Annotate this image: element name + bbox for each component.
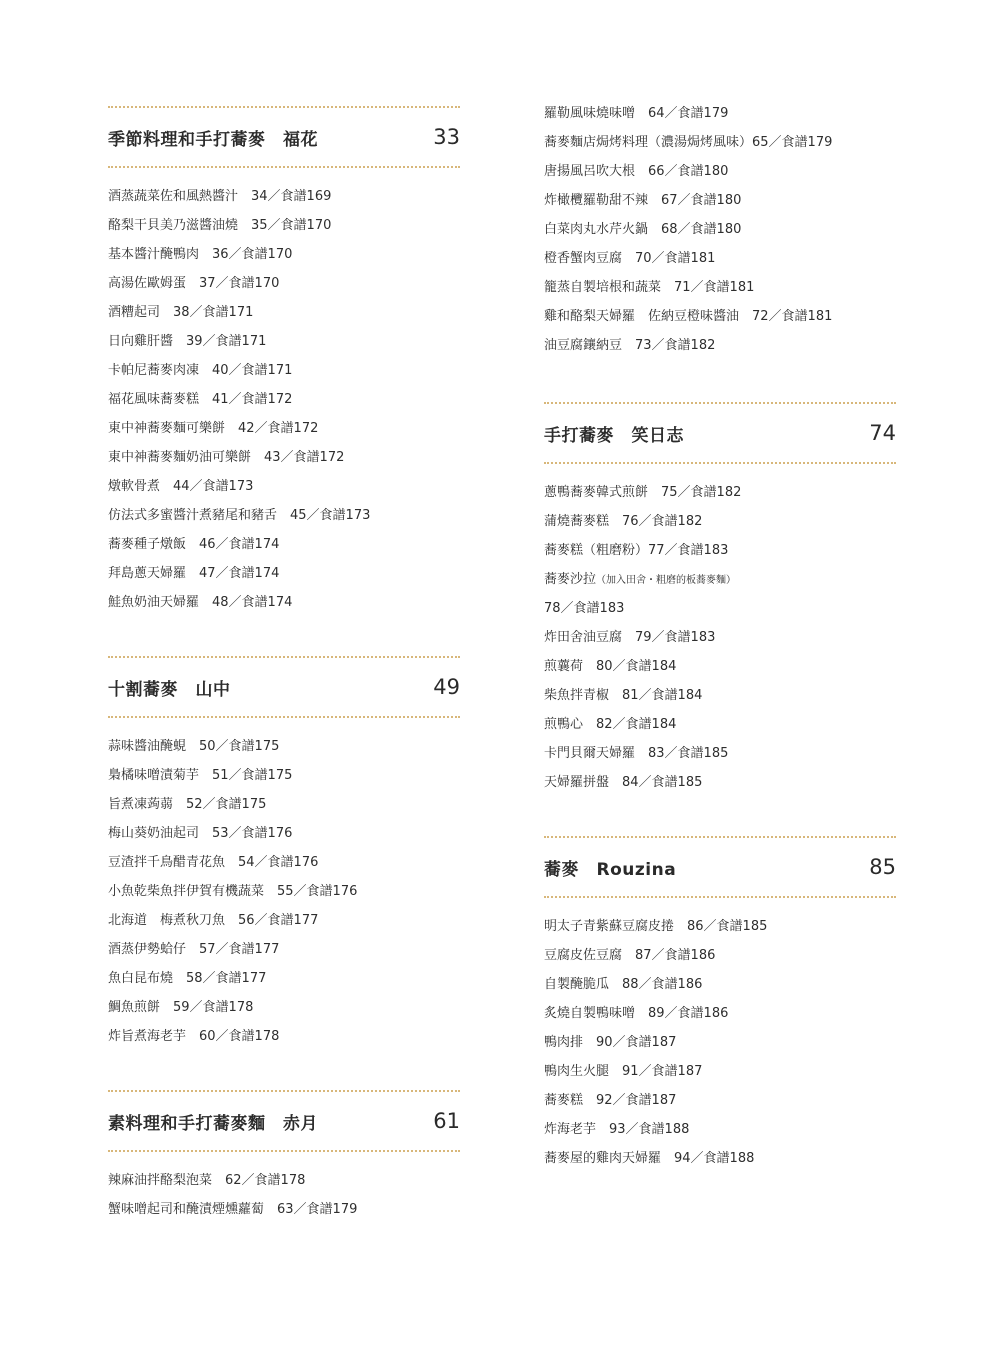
- recipe-item: 蕎麥種子燉飯 46／食譜174: [108, 537, 280, 552]
- section-page-number: 85: [869, 855, 896, 879]
- section-header: [544, 404, 896, 462]
- recipe-item: 梟橘味噌漬菊芋 51／食譜175: [108, 768, 293, 783]
- divider-dotted: [108, 716, 460, 718]
- recipe-item: 炙燒自製鴨味噌 89／食譜186: [544, 1006, 729, 1021]
- recipe-item: 小魚乾柴魚拌伊賀有機蔬菜 55／食譜176: [108, 884, 358, 899]
- section-yamanaka: [108, 656, 460, 1051]
- recipe-item: 籠蒸自製培根和蔬菜 71／食譜181: [544, 280, 755, 295]
- recipe-item: 柴魚拌青椒 81／食譜184: [544, 688, 703, 703]
- recipe-item: 蒲燒蕎麥糕 76／食譜182: [544, 514, 703, 529]
- recipe-item: 酪梨干貝美乃滋醬油燒 35／食譜170: [108, 218, 332, 233]
- recipe-item: 油豆腐鑲納豆 73／食譜182: [544, 338, 716, 353]
- recipe-list: [108, 182, 460, 617]
- recipe-item: 酒蒸蔬菜佐和風熱醬汁 34／食譜169: [108, 189, 332, 204]
- recipe-item: 仿法式多蜜醬汁煮豬尾和豬舌 45／食譜173: [108, 508, 371, 523]
- recipe-item: [544, 565, 896, 594]
- section-header: [108, 658, 460, 716]
- recipe-item: 日向雞肝醬 39／食譜171: [108, 334, 267, 349]
- recipe-item: 辣麻油拌酪梨泡菜 62／食譜178: [108, 1173, 306, 1188]
- recipe-list: [544, 912, 896, 1173]
- recipe-item: 炸橄欖羅勒甜不辣 67／食譜180: [544, 193, 742, 208]
- recipe-item: 梅山葵奶油起司 53／食譜176: [108, 826, 293, 841]
- recipe-item: 酒糟起司 38／食譜171: [108, 305, 254, 320]
- recipe-item: 自製醃脆瓜 88／食譜186: [544, 977, 703, 992]
- recipe-item-title: 蕎麥沙拉: [544, 572, 597, 587]
- recipe-item: 鯛魚煎餅 59／食譜178: [108, 1000, 254, 1015]
- recipe-item: 東中神蕎麥麵可樂餅 42／食譜172: [108, 421, 319, 436]
- recipe-item: 炸旨煮海老芋 60／食譜178: [108, 1029, 280, 1044]
- section-rouzina: [544, 836, 896, 1173]
- recipe-list: [108, 1166, 460, 1224]
- recipe-item-note: （加入田舍・粗磨的板蕎麥麵）: [596, 575, 737, 586]
- recipe-item: 蕎麥糕（粗磨粉）77／食譜183: [544, 543, 729, 558]
- section-page-number: 61: [433, 1109, 460, 1133]
- recipe-item: 旨煮凍蒟蒻 52／食譜175: [108, 797, 267, 812]
- section-title: 蕎麥 Rouzina: [544, 859, 677, 880]
- recipe-item: 魚白昆布燒 58／食譜177: [108, 971, 267, 986]
- section-fukuhana: [108, 106, 460, 617]
- section-page-number: 49: [433, 675, 460, 699]
- section-title: 十割蕎麥 山中: [108, 679, 231, 700]
- section-page-number: 33: [433, 125, 460, 149]
- recipe-item: 酒蒸伊勢蛤仔 57／食譜177: [108, 942, 280, 957]
- recipe-item: 羅勒風味燒味噌 64／食譜179: [544, 106, 729, 121]
- recipe-list: [544, 478, 896, 797]
- recipe-item: 北海道 梅煮秋刀魚 56／食譜177: [108, 913, 319, 928]
- recipe-list-continued: [544, 99, 896, 360]
- divider-dotted: [544, 462, 896, 464]
- recipe-item: 豆渣拌千鳥醋青花魚 54／食譜176: [108, 855, 319, 870]
- section-title: 季節料理和手打蕎麥 福花: [108, 129, 318, 150]
- recipe-item: 唐揚風呂吹大根 66／食譜180: [544, 164, 729, 179]
- recipe-item: 卡門貝爾天婦羅 83／食譜185: [544, 746, 729, 761]
- section-emishi: [544, 402, 896, 797]
- recipe-item: 基本醬汁醃鴨肉 36／食譜170: [108, 247, 293, 262]
- recipe-item: 鴨肉排 90／食譜187: [544, 1035, 677, 1050]
- recipe-item: 蕎麥麵店焗烤料理（濃湯焗烤風味）65／食譜179: [544, 135, 833, 150]
- divider-dotted: [108, 166, 460, 168]
- section-header: [544, 838, 896, 896]
- recipe-item: 高湯佐歐姆蛋 37／食譜170: [108, 276, 280, 291]
- divider-dotted: [108, 1150, 460, 1152]
- recipe-item: 78／食譜183: [544, 601, 625, 616]
- recipe-item: 福花風味蕎麥糕 41／食譜172: [108, 392, 293, 407]
- recipe-item: 卡帕尼蕎麥肉凍 40／食譜171: [108, 363, 293, 378]
- section-header: [108, 1092, 460, 1150]
- recipe-item: 白菜肉丸水芹火鍋 68／食譜180: [544, 222, 742, 237]
- recipe-item: 炸海老芋 93／食譜188: [544, 1122, 690, 1137]
- recipe-list: [108, 732, 460, 1051]
- recipe-item: 蔥鴨蕎麥韓式煎餅 75／食譜182: [544, 485, 742, 500]
- recipe-item: 鮭魚奶油天婦羅 48／食譜174: [108, 595, 293, 610]
- recipe-item: 燉軟骨煮 44／食譜173: [108, 479, 254, 494]
- recipe-item: 天婦羅拼盤 84／食譜185: [544, 775, 703, 790]
- section-page-number: 74: [869, 421, 896, 445]
- recipe-item: 蒜味醬油醃蜆 50／食譜175: [108, 739, 280, 754]
- recipe-item: 煎鴨心 82／食譜184: [544, 717, 677, 732]
- recipe-item: 蕎麥糕 92／食譜187: [544, 1093, 677, 1108]
- recipe-item: 蟹味噌起司和醃漬煙燻蘿蔔 63／食譜179: [108, 1202, 358, 1217]
- section-title: 手打蕎麥 笑日志: [544, 425, 684, 446]
- recipe-item: 炸田舍油豆腐 79／食譜183: [544, 630, 716, 645]
- recipe-item: 明太子青紫蘇豆腐皮捲 86／食譜185: [544, 919, 768, 934]
- recipe-item: 煎蘘荷 80／食譜184: [544, 659, 677, 674]
- recipe-item: 蕎麥屋的雞肉天婦羅 94／食譜188: [544, 1151, 755, 1166]
- recipe-item: 橙香蟹肉豆腐 70／食譜181: [544, 251, 716, 266]
- recipe-item: 鴨肉生火腿 91／食譜187: [544, 1064, 703, 1079]
- recipe-item: 雞和酪梨天婦羅 佐納豆橙味醬油 72／食譜181: [544, 309, 833, 324]
- recipe-item: 拜島蔥天婦羅 47／食譜174: [108, 566, 280, 581]
- section-header: [108, 108, 460, 166]
- divider-dotted: [544, 896, 896, 898]
- recipe-item: 東中神蕎麥麵奶油可樂餅 43／食譜172: [108, 450, 345, 465]
- recipe-item: 豆腐皮佐豆腐 87／食譜186: [544, 948, 716, 963]
- section-akatsuki: [108, 1090, 460, 1224]
- section-title: 素料理和手打蕎麥麵 赤月: [108, 1113, 318, 1134]
